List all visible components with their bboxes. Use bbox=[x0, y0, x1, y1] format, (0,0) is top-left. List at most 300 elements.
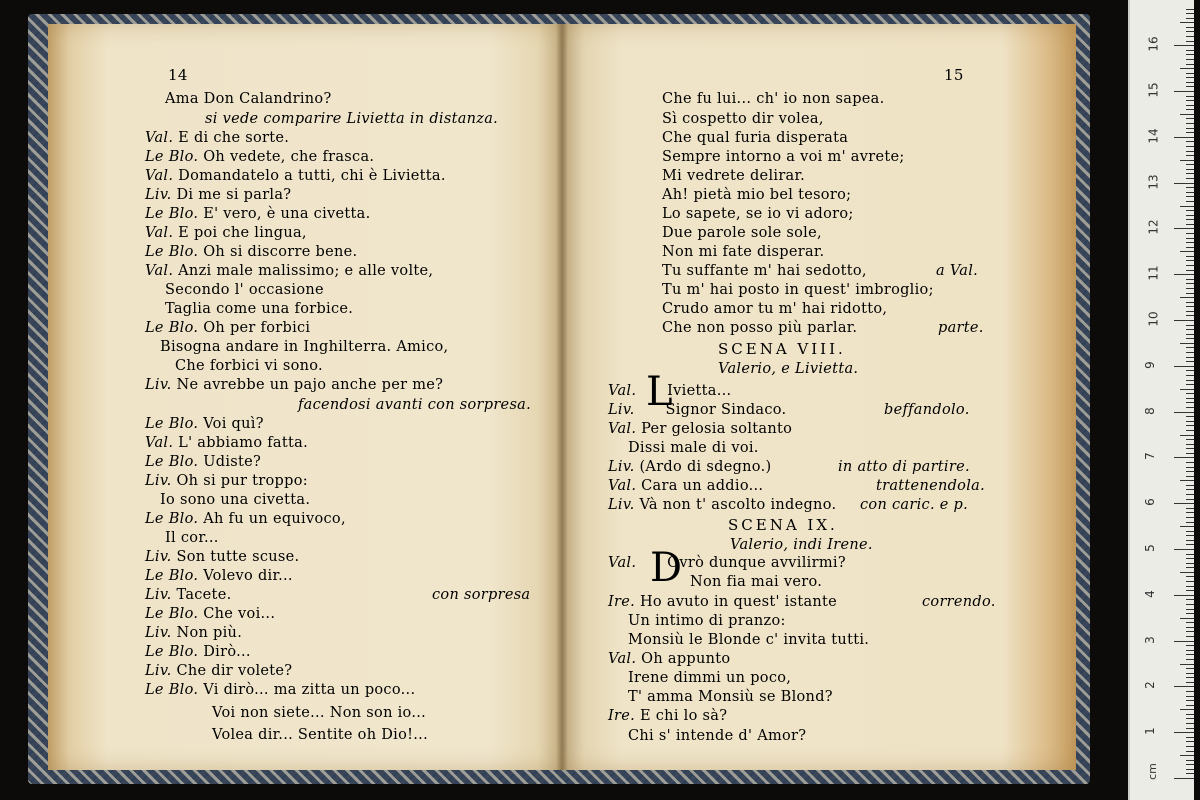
dialogue-line bbox=[145, 243, 357, 261]
line-text: Ivietta... bbox=[667, 383, 732, 399]
line-text: (Ardo di sdegno.) bbox=[639, 459, 772, 475]
ruler-tick bbox=[1186, 41, 1194, 42]
ruler-tick bbox=[1186, 293, 1194, 294]
dialogue-line bbox=[145, 186, 291, 204]
line-text: Anzi male malissimo; e alle volte, bbox=[178, 263, 434, 279]
ruler-tick bbox=[1180, 68, 1194, 69]
ruler-tick bbox=[1186, 380, 1194, 381]
line-text: E di che sorte. bbox=[178, 130, 290, 146]
speaker-label: Liv. bbox=[145, 187, 177, 203]
dialogue-line bbox=[145, 205, 371, 223]
dialogue-line bbox=[145, 472, 308, 490]
ruler-tick bbox=[1186, 247, 1194, 248]
line-text: E chi lo sà? bbox=[639, 708, 728, 724]
dialogue-line: Voi non siete... Non son io... bbox=[212, 705, 427, 721]
ruler-tick bbox=[1186, 402, 1194, 403]
dialogue-line bbox=[608, 401, 786, 419]
line-text: Son tutte scuse. bbox=[176, 549, 300, 565]
dialogue-line: Ama Don Calandrino? bbox=[165, 91, 332, 107]
line-text: Oh si discorre bene. bbox=[203, 244, 358, 260]
ruler-number: 2 bbox=[1142, 681, 1157, 690]
dialogue-line: Non mi fate disperar. bbox=[662, 244, 825, 260]
dialogue-line bbox=[145, 453, 261, 471]
dialogue-line: Sempre intorno a voi m' avrete; bbox=[662, 149, 905, 165]
ruler-tick bbox=[1186, 187, 1194, 188]
dialogue-line: Che non posso più parlar. bbox=[662, 320, 858, 336]
dialogue-line bbox=[145, 148, 374, 166]
ruler-tick bbox=[1186, 151, 1194, 152]
ruler-tick bbox=[1186, 238, 1194, 239]
line-text: Signor Sindaco. bbox=[665, 402, 787, 418]
speaker-label: Ire. bbox=[608, 708, 640, 724]
dialogue-line bbox=[145, 376, 443, 394]
speaker-label: Liv. bbox=[145, 377, 177, 393]
ruler-tick bbox=[1186, 673, 1194, 674]
dialogue-line bbox=[608, 554, 846, 572]
dialogue-line bbox=[145, 586, 231, 604]
ruler-tick bbox=[1186, 622, 1194, 623]
stage-direction: facendosi avanti con sorpresa. bbox=[298, 397, 532, 413]
ruler-tick bbox=[1186, 178, 1194, 179]
dialogue-line bbox=[145, 643, 251, 661]
speaker-label: Liv. bbox=[145, 625, 177, 641]
dialogue-line bbox=[145, 129, 289, 147]
ruler-number: 12 bbox=[1146, 219, 1161, 236]
dialogue-line bbox=[608, 458, 771, 476]
ruler-tick bbox=[1186, 50, 1194, 51]
ruler-tick bbox=[1186, 109, 1194, 110]
speaker-label: Val. bbox=[608, 478, 642, 494]
speaker-label: Le Blo. bbox=[145, 511, 204, 527]
ruler-tick bbox=[1186, 453, 1194, 454]
ruler-unit: cm bbox=[1145, 763, 1159, 780]
ruler-tick bbox=[1186, 31, 1194, 32]
ruler-number: 16 bbox=[1146, 36, 1161, 52]
ruler-tick bbox=[1186, 352, 1194, 353]
ruler-tick bbox=[1186, 462, 1194, 463]
dialogue-line: Lo sapete, se io vi adoro; bbox=[662, 206, 854, 222]
line-text: Volevo dir... bbox=[203, 568, 293, 584]
speaker-label: Liv. bbox=[145, 549, 177, 565]
dialogue-line bbox=[608, 477, 763, 495]
dialogue-line: Non fia mai vero. bbox=[690, 574, 823, 590]
ruler-tick bbox=[1174, 595, 1194, 596]
ruler-tick bbox=[1186, 737, 1194, 738]
ruler-tick bbox=[1174, 457, 1194, 458]
line-text: Và non t' ascolto indegno. bbox=[639, 497, 837, 513]
dialogue-line: Crudo amor tu m' hai ridotto, bbox=[662, 301, 888, 317]
ruler-tick bbox=[1186, 448, 1194, 449]
ruler-tick bbox=[1186, 288, 1194, 289]
speaker-label: Val. bbox=[608, 383, 642, 399]
ruler-tick bbox=[1186, 270, 1194, 271]
line-text: Oh si pur troppo: bbox=[176, 473, 308, 489]
ruler-tick bbox=[1186, 329, 1194, 330]
dialogue-line: Sì cospetto dir volea, bbox=[662, 111, 824, 127]
line-text: Oh per forbici bbox=[203, 320, 311, 336]
dialogue-line: Un intimo di pranzo: bbox=[628, 613, 786, 629]
stage-direction: trattenendola. bbox=[876, 478, 985, 494]
ruler-tick bbox=[1174, 91, 1194, 92]
speaker-label: Le Blo. bbox=[145, 606, 204, 622]
ruler-tick bbox=[1186, 215, 1194, 216]
ruler-tick bbox=[1186, 494, 1194, 495]
dialogue-line bbox=[145, 167, 446, 185]
ruler-tick bbox=[1186, 77, 1194, 78]
ruler-tick bbox=[1186, 315, 1194, 316]
ruler-number: 3 bbox=[1142, 635, 1157, 644]
ruler-tick bbox=[1186, 393, 1194, 394]
ruler-tick bbox=[1186, 86, 1194, 87]
ruler-tick bbox=[1186, 599, 1194, 600]
ruler-tick bbox=[1186, 265, 1194, 266]
dialogue-line: Che forbici vi sono. bbox=[175, 358, 323, 374]
ruler-tick bbox=[1174, 778, 1194, 779]
ruler-tick bbox=[1186, 723, 1194, 724]
ruler-tick bbox=[1186, 334, 1194, 335]
ruler-tick bbox=[1186, 718, 1194, 719]
line-text: Ne avrebbe un pajo anche per me? bbox=[176, 377, 444, 393]
ruler-tick bbox=[1186, 425, 1194, 426]
ruler-tick bbox=[1186, 517, 1194, 518]
dialogue-line bbox=[145, 415, 264, 433]
ruler-tick bbox=[1186, 751, 1194, 752]
ruler-number: 1 bbox=[1142, 727, 1157, 736]
speaker-label: Le Blo. bbox=[145, 149, 204, 165]
ruler-tick bbox=[1180, 618, 1194, 619]
ruler-tick bbox=[1180, 709, 1194, 710]
speaker-label: Val. bbox=[608, 651, 642, 667]
ruler-tick bbox=[1186, 476, 1194, 477]
ruler-tick bbox=[1180, 435, 1194, 436]
ruler-tick bbox=[1186, 407, 1194, 408]
ruler-tick bbox=[1186, 696, 1194, 697]
speaker-label: Ire. bbox=[608, 594, 640, 610]
dialogue-line bbox=[608, 496, 836, 514]
ruler-tick bbox=[1186, 73, 1194, 74]
dialogue-line: Tu suffante m' hai sedotto, bbox=[662, 263, 867, 279]
ruler-tick bbox=[1174, 641, 1194, 642]
page-number-right: 15 bbox=[944, 66, 964, 84]
line-text: Oh appunto bbox=[641, 651, 731, 667]
dialogue-line: Irene dimmi un poco, bbox=[628, 670, 792, 686]
ruler-tick bbox=[1186, 256, 1194, 257]
ruler-tick bbox=[1186, 384, 1194, 385]
ruler-tick bbox=[1174, 412, 1194, 413]
ruler-tick bbox=[1180, 297, 1194, 298]
ruler-tick bbox=[1186, 260, 1194, 261]
measurement-ruler bbox=[1128, 0, 1194, 800]
line-text: Voi quì? bbox=[203, 416, 264, 432]
ruler-tick bbox=[1186, 201, 1194, 202]
ruler-tick bbox=[1186, 760, 1194, 761]
ruler-tick bbox=[1186, 728, 1194, 729]
ruler-tick bbox=[1180, 22, 1194, 23]
dialogue-line bbox=[145, 548, 299, 566]
ruler-number: 9 bbox=[1142, 360, 1157, 369]
dialogue-line bbox=[608, 593, 837, 611]
ruler-tick bbox=[1186, 416, 1194, 417]
ruler-tick bbox=[1180, 755, 1194, 756]
ruler-tick bbox=[1180, 389, 1194, 390]
dialogue-line bbox=[145, 662, 292, 680]
stage-direction: a Val. bbox=[936, 263, 979, 279]
ruler-tick bbox=[1186, 714, 1194, 715]
ruler-tick bbox=[1186, 682, 1194, 683]
line-text: Cara un addio... bbox=[641, 478, 764, 494]
ruler-tick bbox=[1174, 274, 1194, 275]
ruler-tick bbox=[1186, 590, 1194, 591]
dialogue-line: Che qual furia disperata bbox=[662, 130, 849, 146]
ruler-tick bbox=[1180, 114, 1194, 115]
ruler-tick bbox=[1186, 485, 1194, 486]
stage-direction: parte. bbox=[938, 320, 984, 336]
speaker-label: Liv. bbox=[608, 497, 640, 513]
ruler-tick bbox=[1186, 224, 1194, 225]
ruler-tick bbox=[1174, 732, 1194, 733]
line-text: Domandatelo a tutti, chi è Livietta. bbox=[178, 168, 446, 184]
dialogue-line bbox=[145, 224, 307, 242]
ruler-tick bbox=[1186, 325, 1194, 326]
dialogue-line: Secondo l' occasione bbox=[165, 282, 324, 298]
ruler-tick bbox=[1186, 567, 1194, 568]
ruler-tick bbox=[1174, 549, 1194, 550]
dialogue-line bbox=[608, 707, 727, 725]
dialogue-line: Tu m' hai posto in quest' imbroglio; bbox=[662, 282, 934, 298]
ruler-tick bbox=[1180, 526, 1194, 527]
speaker-label: Liv. bbox=[145, 473, 177, 489]
book-gutter bbox=[556, 24, 568, 770]
ruler-tick bbox=[1186, 59, 1194, 60]
ruler-tick bbox=[1186, 421, 1194, 422]
ruler-tick bbox=[1186, 627, 1194, 628]
ruler-tick bbox=[1186, 558, 1194, 559]
ruler-tick bbox=[1186, 132, 1194, 133]
line-text: Ah fu un equivoco, bbox=[203, 511, 346, 527]
stage-direction: beffandolo. bbox=[884, 402, 970, 418]
ruler-tick bbox=[1180, 572, 1194, 573]
ruler-tick bbox=[1186, 746, 1194, 747]
ruler-tick bbox=[1186, 540, 1194, 541]
ruler-tick bbox=[1174, 366, 1194, 367]
line-text: Ovrò dunque avvilirmi? bbox=[667, 555, 846, 571]
line-text: Di me si parla? bbox=[176, 187, 292, 203]
dialogue-line bbox=[145, 681, 415, 699]
stage-direction: correndo. bbox=[922, 594, 996, 610]
line-text: Tacete. bbox=[176, 587, 232, 603]
dialogue-line bbox=[145, 624, 242, 642]
dialogue-line bbox=[608, 420, 792, 438]
ruler-tick bbox=[1186, 54, 1194, 55]
ruler-tick bbox=[1186, 554, 1194, 555]
ruler-tick bbox=[1186, 242, 1194, 243]
ruler-number: 11 bbox=[1146, 265, 1161, 281]
scene-heading: SCENA VIII. bbox=[718, 340, 846, 358]
ruler-tick bbox=[1186, 173, 1194, 174]
ruler-tick bbox=[1186, 769, 1194, 770]
ruler-tick bbox=[1186, 609, 1194, 610]
ruler-tick bbox=[1186, 613, 1194, 614]
ruler-tick bbox=[1186, 773, 1194, 774]
dialogue-line bbox=[145, 262, 433, 280]
speaker-label: Liv. bbox=[145, 663, 177, 679]
ruler-number: 8 bbox=[1142, 406, 1157, 415]
speaker-label: Val. bbox=[145, 168, 179, 184]
ruler-tick bbox=[1180, 160, 1194, 161]
ruler-tick bbox=[1186, 279, 1194, 280]
dialogue-line: Due parole sole sole, bbox=[662, 225, 822, 241]
line-text: Per gelosia soltanto bbox=[641, 421, 793, 437]
speaker-label: Le Blo. bbox=[145, 454, 204, 470]
speaker-label: Val. bbox=[608, 421, 642, 437]
ruler-tick bbox=[1186, 444, 1194, 445]
stage-direction: con caric. e p. bbox=[860, 497, 969, 513]
speaker-label: Le Blo. bbox=[145, 320, 204, 336]
speaker-label: Liv. bbox=[608, 459, 640, 475]
dialogue-line: Ah! pietà mio bel tesoro; bbox=[662, 187, 852, 203]
speaker-label: Val. bbox=[145, 130, 179, 146]
line-text: Ho avuto in quest' istante bbox=[639, 594, 838, 610]
dialogue-line: T' amma Monsiù se Blond? bbox=[628, 689, 833, 705]
ruler-tick bbox=[1186, 631, 1194, 632]
stage-direction: Valerio, e Livietta. bbox=[718, 361, 859, 377]
ruler-tick bbox=[1180, 664, 1194, 665]
ruler-tick bbox=[1186, 169, 1194, 170]
ruler-tick bbox=[1186, 141, 1194, 142]
ruler-tick bbox=[1186, 155, 1194, 156]
ruler-tick bbox=[1186, 489, 1194, 490]
dialogue-line: Chi s' intende d' Amor? bbox=[628, 728, 807, 744]
ruler-tick bbox=[1186, 654, 1194, 655]
ruler-number: 6 bbox=[1142, 498, 1157, 507]
speaker-label: Le Blo. bbox=[145, 644, 204, 660]
line-text: Che dir volete? bbox=[176, 663, 293, 679]
ruler-tick bbox=[1186, 645, 1194, 646]
dialogue-line bbox=[145, 605, 275, 623]
ruler-tick bbox=[1186, 581, 1194, 582]
ruler-tick bbox=[1186, 636, 1194, 637]
ruler-tick bbox=[1186, 306, 1194, 307]
ruler-tick bbox=[1186, 508, 1194, 509]
speaker-label: Le Blo. bbox=[145, 568, 204, 584]
ruler-tick bbox=[1186, 659, 1194, 660]
ruler-tick bbox=[1186, 192, 1194, 193]
ruler-tick bbox=[1186, 123, 1194, 124]
ruler-tick bbox=[1186, 357, 1194, 358]
line-text: Che voi... bbox=[203, 606, 276, 622]
ruler-tick bbox=[1186, 471, 1194, 472]
ruler-tick bbox=[1186, 100, 1194, 101]
ruler-tick bbox=[1186, 764, 1194, 765]
line-text: L' abbiamo fatta. bbox=[178, 435, 308, 451]
speaker-label: Liv. bbox=[608, 402, 640, 418]
speaker-label: Val. bbox=[145, 435, 179, 451]
ruler-tick bbox=[1186, 741, 1194, 742]
ruler-tick bbox=[1186, 430, 1194, 431]
ruler-tick bbox=[1186, 82, 1194, 83]
ruler-tick bbox=[1186, 563, 1194, 564]
ruler-tick bbox=[1186, 668, 1194, 669]
ruler-tick bbox=[1186, 128, 1194, 129]
ruler-tick bbox=[1186, 375, 1194, 376]
ruler-tick bbox=[1186, 604, 1194, 605]
ruler-tick bbox=[1186, 9, 1194, 10]
ruler-tick bbox=[1186, 544, 1194, 545]
ruler-tick bbox=[1174, 137, 1194, 138]
ruler-tick bbox=[1180, 480, 1194, 481]
line-text: Udiste? bbox=[203, 454, 262, 470]
speaker-label: Liv. bbox=[145, 587, 177, 603]
dialogue-line bbox=[608, 650, 730, 668]
ruler-tick bbox=[1186, 522, 1194, 523]
dialogue-line bbox=[145, 567, 293, 585]
dialogue-line bbox=[145, 510, 346, 528]
ruler-tick bbox=[1186, 347, 1194, 348]
ruler-tick bbox=[1186, 650, 1194, 651]
dialogue-line: Bisogna andare in Inghilterra. Amico, bbox=[160, 339, 449, 355]
stage-direction: si vede comparire Livietta in distanza. bbox=[205, 111, 499, 127]
stage-direction: in atto di partire. bbox=[838, 459, 970, 475]
ruler-number: 10 bbox=[1146, 311, 1161, 327]
ruler-tick bbox=[1174, 686, 1194, 687]
dialogue-line bbox=[145, 434, 308, 452]
speaker-label: Le Blo. bbox=[145, 416, 204, 432]
ruler-tick bbox=[1186, 146, 1194, 147]
line-text: Oh vedete, che frasca. bbox=[203, 149, 375, 165]
ruler-tick bbox=[1186, 233, 1194, 234]
line-text: Non più. bbox=[176, 625, 243, 641]
line-text: Vi dirò... ma zitta un poco... bbox=[203, 682, 416, 698]
ruler-number: 13 bbox=[1146, 173, 1161, 190]
dialogue-line: Il cor... bbox=[165, 530, 219, 546]
ruler-tick bbox=[1174, 228, 1194, 229]
ruler-tick bbox=[1174, 320, 1194, 321]
ruler-tick bbox=[1186, 283, 1194, 284]
ruler-tick bbox=[1186, 27, 1194, 28]
ruler-tick bbox=[1186, 164, 1194, 165]
ruler-tick bbox=[1186, 512, 1194, 513]
ruler-tick bbox=[1186, 531, 1194, 532]
speaker-label: Le Blo. bbox=[145, 244, 204, 260]
ruler-tick bbox=[1186, 311, 1194, 312]
ruler-number: 5 bbox=[1142, 544, 1157, 552]
line-text: E poi che lingua, bbox=[178, 225, 307, 241]
ruler-tick bbox=[1180, 206, 1194, 207]
ruler-tick bbox=[1174, 503, 1194, 504]
stage-direction: con sorpresa bbox=[432, 587, 531, 603]
ruler-tick bbox=[1186, 210, 1194, 211]
ruler-tick bbox=[1186, 36, 1194, 37]
dialogue-line: Dissi male di voi. bbox=[628, 440, 759, 456]
ruler-tick bbox=[1186, 586, 1194, 587]
speaker-label: Val. bbox=[145, 263, 179, 279]
ruler-tick bbox=[1186, 439, 1194, 440]
line-text: Dirò... bbox=[203, 644, 251, 660]
dialogue-line bbox=[145, 319, 310, 337]
ruler-number: 14 bbox=[1146, 128, 1161, 144]
ruler-tick bbox=[1186, 398, 1194, 399]
dialogue-line: Volea dir... Sentite oh Dio!... bbox=[212, 727, 428, 743]
ruler-tick bbox=[1186, 219, 1194, 220]
speaker-label: Val. bbox=[608, 555, 642, 571]
ruler-tick bbox=[1186, 105, 1194, 106]
ruler-tick bbox=[1180, 251, 1194, 252]
ruler-number: 7 bbox=[1142, 452, 1157, 461]
speaker-label: Le Blo. bbox=[145, 206, 204, 222]
ruler-tick bbox=[1186, 700, 1194, 701]
speaker-label: Le Blo. bbox=[145, 682, 204, 698]
dialogue-line: Taglia come una forbice. bbox=[165, 301, 354, 317]
